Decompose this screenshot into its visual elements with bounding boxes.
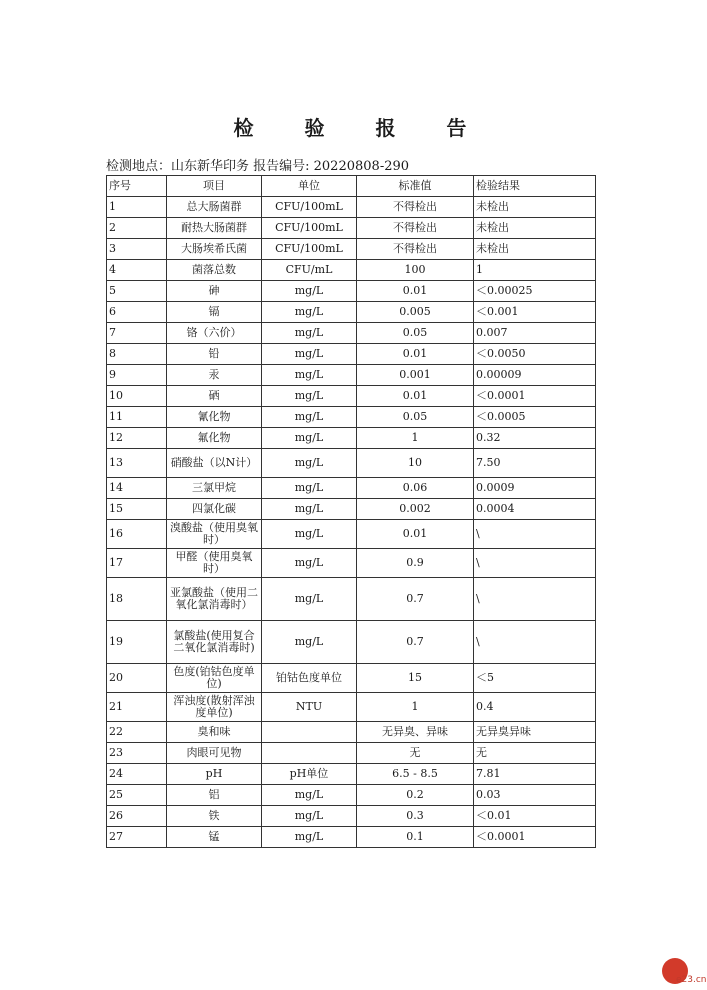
cell-unit: mg/L bbox=[262, 428, 357, 449]
cell-unit: mg/L bbox=[262, 302, 357, 323]
table-row bbox=[107, 260, 596, 281]
cell-item: 臭和味 bbox=[167, 722, 262, 743]
header-no: 序号 bbox=[107, 176, 167, 197]
table-row bbox=[107, 693, 596, 722]
cell-standard: 100 bbox=[357, 260, 474, 281]
cell-no: 1 bbox=[107, 197, 167, 218]
cell-result: 0.0009 bbox=[474, 478, 596, 499]
cell-item: 浑浊度(散射浑浊度单位) bbox=[167, 693, 262, 722]
cell-standard: 0.7 bbox=[357, 578, 474, 621]
cell-item: 铝 bbox=[167, 785, 262, 806]
table-row bbox=[107, 664, 596, 693]
cell-result: \ bbox=[474, 520, 596, 549]
cell-standard: 0.7 bbox=[357, 621, 474, 664]
cell-no: 26 bbox=[107, 806, 167, 827]
cell-item: 硝酸盐（以N计） bbox=[167, 449, 262, 478]
table-row bbox=[107, 806, 596, 827]
cell-standard: 0.01 bbox=[357, 520, 474, 549]
cell-standard: 15 bbox=[357, 664, 474, 693]
cell-no: 8 bbox=[107, 344, 167, 365]
cell-item: 铬（六价） bbox=[167, 323, 262, 344]
cell-unit: mg/L bbox=[262, 478, 357, 499]
cell-standard: 不得检出 bbox=[357, 218, 474, 239]
cell-standard: 1 bbox=[357, 428, 474, 449]
cell-unit: CFU/100mL bbox=[262, 197, 357, 218]
table-row bbox=[107, 239, 596, 260]
cell-no: 27 bbox=[107, 827, 167, 848]
cell-no: 23 bbox=[107, 743, 167, 764]
cell-no: 12 bbox=[107, 428, 167, 449]
cell-standard: 不得检出 bbox=[357, 197, 474, 218]
cell-unit: CFU/mL bbox=[262, 260, 357, 281]
cell-item: 色度(铂钴色度单位) bbox=[167, 664, 262, 693]
cell-standard: 0.05 bbox=[357, 323, 474, 344]
cell-item: 汞 bbox=[167, 365, 262, 386]
cell-no: 7 bbox=[107, 323, 167, 344]
cell-unit: mg/L bbox=[262, 281, 357, 302]
cell-standard: 10 bbox=[357, 449, 474, 478]
cell-result: ＜0.0001 bbox=[474, 386, 596, 407]
table-body bbox=[107, 197, 596, 848]
table-row bbox=[107, 764, 596, 785]
cell-unit: mg/L bbox=[262, 806, 357, 827]
cell-result: 0.4 bbox=[474, 693, 596, 722]
cell-unit: mg/L bbox=[262, 827, 357, 848]
cell-item: 肉眼可见物 bbox=[167, 743, 262, 764]
table-row bbox=[107, 323, 596, 344]
cell-no: 20 bbox=[107, 664, 167, 693]
cell-result: 7.81 bbox=[474, 764, 596, 785]
cell-result: 0.03 bbox=[474, 785, 596, 806]
cell-result: 无异臭异味 bbox=[474, 722, 596, 743]
cell-result: 1 bbox=[474, 260, 596, 281]
cell-standard: 不得检出 bbox=[357, 239, 474, 260]
cell-standard: 0.9 bbox=[357, 549, 474, 578]
cell-standard: 6.5 - 8.5 bbox=[357, 764, 474, 785]
table-row bbox=[107, 722, 596, 743]
table-row bbox=[107, 549, 596, 578]
cell-result: 0.0004 bbox=[474, 499, 596, 520]
table-row bbox=[107, 785, 596, 806]
cell-result: 0.00009 bbox=[474, 365, 596, 386]
cell-item: 氟化物 bbox=[167, 428, 262, 449]
cell-no: 11 bbox=[107, 407, 167, 428]
table-row bbox=[107, 428, 596, 449]
table-row bbox=[107, 407, 596, 428]
cell-standard: 0.002 bbox=[357, 499, 474, 520]
cell-item: 菌落总数 bbox=[167, 260, 262, 281]
cell-no: 22 bbox=[107, 722, 167, 743]
watermark-text: e23.cn bbox=[676, 975, 707, 985]
cell-result: \ bbox=[474, 578, 596, 621]
cell-unit: mg/L bbox=[262, 520, 357, 549]
cell-unit: mg/L bbox=[262, 621, 357, 664]
table-row bbox=[107, 281, 596, 302]
cell-no: 24 bbox=[107, 764, 167, 785]
table-row bbox=[107, 478, 596, 499]
cell-result: 未检出 bbox=[474, 197, 596, 218]
report-meta: 检测地点：山东新华印务 报告编号: 20220808-290 bbox=[106, 159, 410, 174]
cell-unit: pH单位 bbox=[262, 764, 357, 785]
report-title: 检 验 报 告 bbox=[233, 116, 489, 140]
header-unit: 单位 bbox=[262, 176, 357, 197]
cell-result: ＜0.00025 bbox=[474, 281, 596, 302]
cell-unit: mg/L bbox=[262, 578, 357, 621]
cell-standard: 1 bbox=[357, 693, 474, 722]
table-row bbox=[107, 344, 596, 365]
cell-result: \ bbox=[474, 621, 596, 664]
table-row bbox=[107, 827, 596, 848]
cell-result: 未检出 bbox=[474, 239, 596, 260]
cell-unit bbox=[262, 722, 357, 743]
cell-result: 0.32 bbox=[474, 428, 596, 449]
cell-standard: 0.3 bbox=[357, 806, 474, 827]
cell-unit: mg/L bbox=[262, 549, 357, 578]
cell-result: ＜0.01 bbox=[474, 806, 596, 827]
cell-item: 溴酸盐（使用臭氧时） bbox=[167, 520, 262, 549]
cell-no: 19 bbox=[107, 621, 167, 664]
cell-unit: mg/L bbox=[262, 499, 357, 520]
table-header-row bbox=[107, 176, 596, 197]
cell-no: 15 bbox=[107, 499, 167, 520]
cell-no: 13 bbox=[107, 449, 167, 478]
table-row bbox=[107, 578, 596, 621]
cell-no: 2 bbox=[107, 218, 167, 239]
cell-no: 25 bbox=[107, 785, 167, 806]
cell-unit: mg/L bbox=[262, 344, 357, 365]
header-result: 检验结果 bbox=[474, 176, 596, 197]
cell-item: 硒 bbox=[167, 386, 262, 407]
table-row bbox=[107, 197, 596, 218]
cell-unit: CFU/100mL bbox=[262, 218, 357, 239]
cell-no: 21 bbox=[107, 693, 167, 722]
cell-no: 17 bbox=[107, 549, 167, 578]
cell-standard: 0.1 bbox=[357, 827, 474, 848]
cell-standard: 0.01 bbox=[357, 386, 474, 407]
table-row bbox=[107, 520, 596, 549]
cell-unit: mg/L bbox=[262, 407, 357, 428]
cell-unit: mg/L bbox=[262, 323, 357, 344]
cell-item: 三氯甲烷 bbox=[167, 478, 262, 499]
cell-standard: 0.005 bbox=[357, 302, 474, 323]
cell-standard: 0.06 bbox=[357, 478, 474, 499]
cell-no: 16 bbox=[107, 520, 167, 549]
cell-item: 锰 bbox=[167, 827, 262, 848]
cell-item: 氰化物 bbox=[167, 407, 262, 428]
cell-no: 6 bbox=[107, 302, 167, 323]
table-row bbox=[107, 743, 596, 764]
cell-result: \ bbox=[474, 549, 596, 578]
table-row bbox=[107, 449, 596, 478]
results-table bbox=[106, 175, 596, 848]
cell-standard: 无 bbox=[357, 743, 474, 764]
cell-item: 亚氯酸盐（使用二氧化氯消毒时） bbox=[167, 578, 262, 621]
cell-item: 大肠埃希氏菌 bbox=[167, 239, 262, 260]
cell-item: 镉 bbox=[167, 302, 262, 323]
cell-item: 铅 bbox=[167, 344, 262, 365]
header-item: 项目 bbox=[167, 176, 262, 197]
cell-item: 耐热大肠菌群 bbox=[167, 218, 262, 239]
cell-unit: CFU/100mL bbox=[262, 239, 357, 260]
cell-item: 总大肠菌群 bbox=[167, 197, 262, 218]
cell-unit: mg/L bbox=[262, 365, 357, 386]
table-row bbox=[107, 218, 596, 239]
cell-item: 四氯化碳 bbox=[167, 499, 262, 520]
cell-item: 甲醛（使用臭氧时） bbox=[167, 549, 262, 578]
table-row bbox=[107, 386, 596, 407]
cell-result: ＜0.0005 bbox=[474, 407, 596, 428]
cell-no: 18 bbox=[107, 578, 167, 621]
cell-unit: NTU bbox=[262, 693, 357, 722]
cell-result: 无 bbox=[474, 743, 596, 764]
cell-standard: 0.2 bbox=[357, 785, 474, 806]
cell-result: 7.50 bbox=[474, 449, 596, 478]
cell-standard: 0.05 bbox=[357, 407, 474, 428]
header-standard: 标准值 bbox=[357, 176, 474, 197]
cell-standard: 无异臭、异味 bbox=[357, 722, 474, 743]
cell-item: 铁 bbox=[167, 806, 262, 827]
cell-result: ＜5 bbox=[474, 664, 596, 693]
cell-unit: mg/L bbox=[262, 386, 357, 407]
cell-result: 未检出 bbox=[474, 218, 596, 239]
cell-unit: 铂钴色度单位 bbox=[262, 664, 357, 693]
cell-result: ＜0.0050 bbox=[474, 344, 596, 365]
cell-result: ＜0.001 bbox=[474, 302, 596, 323]
cell-no: 3 bbox=[107, 239, 167, 260]
table-row bbox=[107, 621, 596, 664]
cell-unit: mg/L bbox=[262, 449, 357, 478]
cell-item: 砷 bbox=[167, 281, 262, 302]
cell-item: 氯酸盐(使用复合二氧化氯消毒时) bbox=[167, 621, 262, 664]
table-row bbox=[107, 302, 596, 323]
table-row bbox=[107, 365, 596, 386]
cell-no: 4 bbox=[107, 260, 167, 281]
cell-item: pH bbox=[167, 764, 262, 785]
cell-unit: mg/L bbox=[262, 785, 357, 806]
cell-standard: 0.01 bbox=[357, 281, 474, 302]
cell-result: ＜0.0001 bbox=[474, 827, 596, 848]
cell-standard: 0.001 bbox=[357, 365, 474, 386]
cell-standard: 0.01 bbox=[357, 344, 474, 365]
cell-result: 0.007 bbox=[474, 323, 596, 344]
cell-unit bbox=[262, 743, 357, 764]
table-row bbox=[107, 499, 596, 520]
cell-no: 14 bbox=[107, 478, 167, 499]
cell-no: 9 bbox=[107, 365, 167, 386]
cell-no: 5 bbox=[107, 281, 167, 302]
cell-no: 10 bbox=[107, 386, 167, 407]
